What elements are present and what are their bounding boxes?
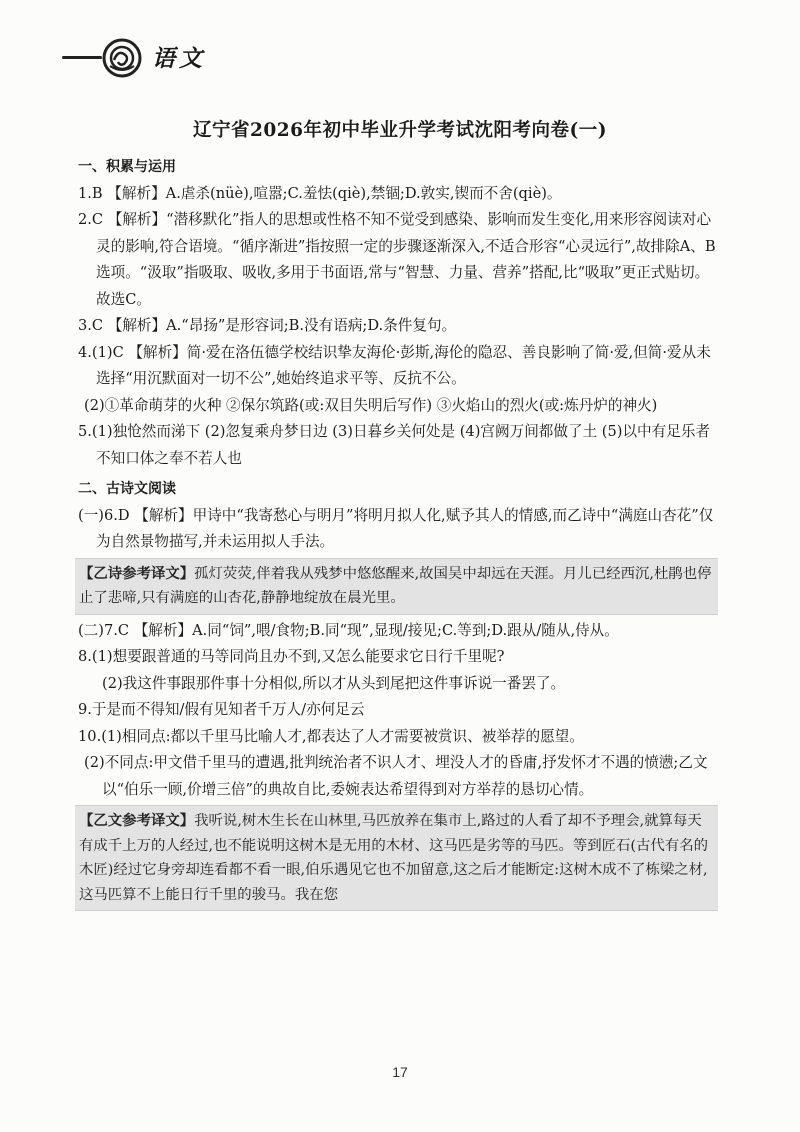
answer-paragraph: 8.(1)想要跟普通的马等同尚且办不到,又怎么能要求它日行千里呢? [78, 648, 505, 665]
answer-sub-paragraph: (2)①革命萌芽的火种 ②保尔筑路(或:双目失明后写作) ③火焰山的烈火(或:炼丹炉的神火) [84, 396, 658, 414]
answer-sub-paragraph: (2)我这件事跟那件事十分相似,所以才从头到尾把这件事诉说一番罢了。 [102, 674, 566, 692]
answer-paragraph: 4.(1)C 【解析】简·爱在洛伍德学校结识挚友海伦·彭斯,海伦的隐忍、善良影响了简·爱,但简·爱从未选择“用沉默面对一切不公”,她始终追求平等、反抗不公。 [78, 343, 711, 387]
answer-paragraph: 1.B 【解析】A.虐杀(nüè),喧嚣;C.羞怯(qiè),禁锢;D.敦实,锲而不舍(qiè)。 [78, 184, 562, 202]
answer-sub-paragraph: (2)不同点:甲文借千里马的遭遇,批判统治者不识人才、埋没人才的昏庸,抒发怀才不遇的愤懑;乙文以“伯乐一顾,价增三倍”的典故自比,委婉表达希望得到对方举荐的恳切心情。 [84, 754, 708, 798]
translation-box [75, 558, 718, 615]
translation-tag: 【乙诗参考译文】 [79, 564, 195, 582]
swirl-logo-icon [102, 38, 142, 78]
answer-paragraph: (二)7.C 【解析】A.同“饲”,喂/食物;B.同“现”,显现/接见;C.等到;D.跟从/随从,侍从。 [78, 621, 619, 639]
section-heading: 二、古诗文阅读 [78, 481, 176, 497]
page-title: 辽宁省2026年初中毕业升学考试沈阳考向卷(一) [193, 120, 607, 141]
translation-box [75, 805, 718, 911]
answer-paragraph: 5.(1)独怆然而涕下 (2)忽复乘舟梦日边 (3)日暮乡关何处是 (4)宫阙万间都做了土 (5)以中有足乐者 不知口体之奉不若人也 [78, 423, 711, 467]
answer-paragraph: 10.(1)相同点:都以千里马比喻人才,都表达了人才需要被赏识、被举荐的愿望。 [78, 727, 584, 745]
page-header [62, 30, 322, 80]
answer-paragraph: 2.C 【解析】“潜移默化”指人的思想或性格不知不觉受到感染、影响而发生变化,用来形容阅读对心灵的影响,符合语境。“循序渐进”指按照一定的步骤逐渐深入,不适合形容“心灵远行”,故排除A、B选项。“汲取”指吸取、吸收,多用于书面语,常与“智慧、力量、营养”搭配,比“吸取”更正式贴切。故选C。 [78, 211, 716, 308]
subject-label: 语文 [152, 45, 206, 72]
translation-text: 孤灯荧荧,伴着我从残梦中悠悠醒来,故国吴中却远在天涯。月儿已经西沉,杜鹃也停止了悲啼,只有满庭的山杏花,静静地绽放在晨光里。 [79, 565, 712, 606]
page-number: 17 [392, 1064, 408, 1080]
answer-paragraph: 3.C 【解析】A.“昂扬”是形容词;B.没有语病;D.条件复句。 [78, 317, 457, 334]
section-heading: 一、积累与运用 [78, 159, 176, 175]
answer-paragraph: 9.于是而不得知/假有见知者千万人/亦何足云 [78, 701, 365, 718]
translation-text: 我听说,树木生长在山林里,马匹放养在集市上,路过的人看了却不予理会,就算每天有成千上万的人经过,也不能说明这树木是无用的木材、这马匹是劣等的马匹。等到匠石(古代有名的木匠)经过它身旁却连看都不看一眼,伯乐遇见它也不加留意,这之后才能断定:这树木成不了栋梁之材,这马匹算不上能日行千里的骏马。我在您 [79, 813, 708, 903]
header-rule [62, 56, 102, 59]
translation-tag: 【乙文参考译文】 [79, 812, 195, 829]
answer-paragraph: (一)6.D 【解析】甲诗中“我寄愁心与明月”将明月拟人化,赋予其人的情感,而乙诗中“满庭山杏花”仅为自然景物描写,并未运用拟人手法。 [78, 506, 714, 550]
answer-content [78, 150, 718, 914]
